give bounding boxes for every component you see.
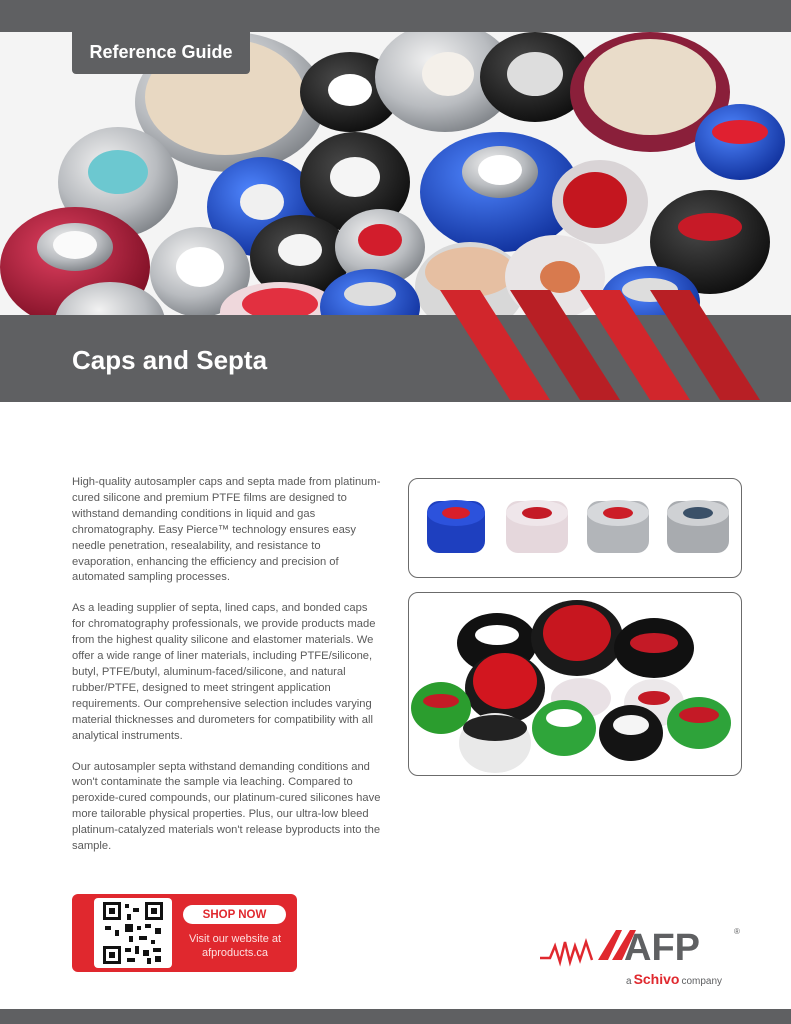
shop-now-button[interactable]: SHOP NOW bbox=[183, 905, 286, 924]
paragraph-intro: High-quality autosampler caps and septa made from platinum-cured silicone and premium PTFE films are designed to withstand demanding conditions in liquid and gas chromatography. Easy Pierce™ technology ensures easy needle penetration, resealability, and resistance to evaporation, enhancing the efficiency and precision of automated sampling processes. bbox=[72, 476, 381, 584]
qr-code[interactable] bbox=[94, 898, 172, 968]
page-title: Caps and Septa bbox=[72, 345, 268, 375]
tagline-suffix: company bbox=[681, 976, 723, 987]
paragraph-septa: Our autosampler septa withstand demanding conditions and won't contaminate the sample via leaching. Compared to peroxide-cured compounds, our platinum-cured silicones have more tailorable physical properties. Plus, our ultra-low bleed platinum-catalyzed materials won't release byproducts into the sample. bbox=[72, 760, 381, 853]
website-text[interactable]: Visit our website at afproducts.ca bbox=[188, 933, 282, 959]
caps-photo-bottom bbox=[408, 592, 742, 776]
shop-now-panel[interactable] bbox=[72, 894, 297, 972]
hero-caps-photo bbox=[0, 32, 791, 315]
tagline-prefix: a bbox=[626, 976, 632, 987]
paragraph-supplier: As a leading supplier of septa, lined caps, and bonded caps for chromatography professionals, we provide products made from the highest quality silicone and elastomer materials. We offer a wide range of liner materials, including PTFE/silicone, butyl, PTFE/butyl, aluminum-faced/silicone, and natural rubber/PTFE, designed to meet stringent application requirements. Our comprehensive selection includes varying material thicknesses and durometers for compatibility with all analytical instruments. bbox=[72, 602, 376, 742]
registered-mark: ® bbox=[734, 927, 740, 936]
bottom-bar bbox=[0, 1009, 791, 1024]
top-bar bbox=[0, 0, 791, 32]
svg-text:aSchivocompany bbox=[626, 971, 722, 987]
afp-logo bbox=[540, 922, 745, 990]
reference-guide-tag: Reference Guide bbox=[72, 30, 250, 74]
logo-wordmark: AFP bbox=[624, 927, 700, 969]
tagline-brand: Schivo bbox=[633, 971, 680, 987]
body-text bbox=[72, 475, 382, 870]
caps-photo-top bbox=[408, 478, 742, 578]
